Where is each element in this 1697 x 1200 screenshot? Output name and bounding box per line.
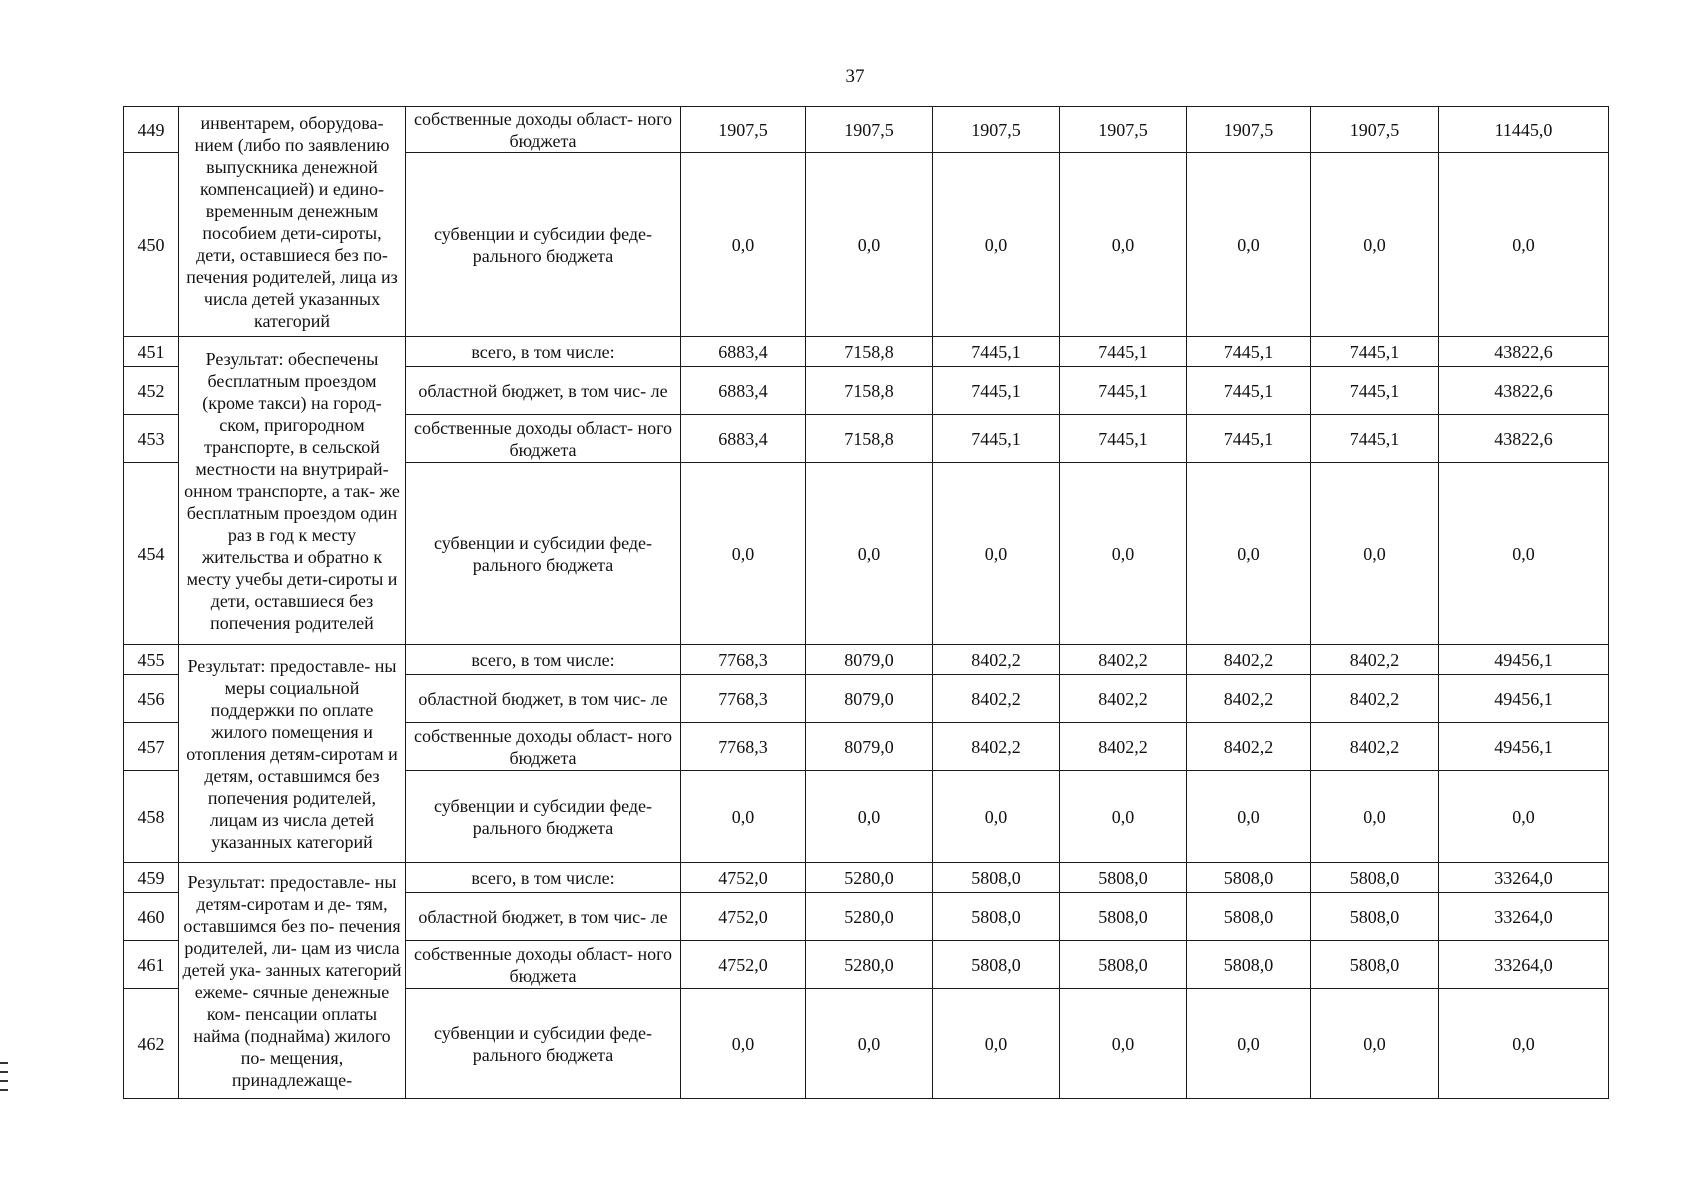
value-year-2: 0,0 (806, 989, 933, 1099)
funding-source: собственные доходы област- ного бюджета (406, 723, 681, 771)
row-number: 449 (124, 107, 179, 153)
value-year-1: 7768,3 (681, 645, 806, 675)
value-year-2: 5280,0 (806, 941, 933, 989)
table-row (124, 337, 1609, 367)
value-year-4: 0,0 (1060, 989, 1187, 1099)
value-year-6: 8402,2 (1311, 645, 1439, 675)
value-year-5: 8402,2 (1187, 723, 1311, 771)
value-year-6: 0,0 (1311, 153, 1439, 337)
value-year-5: 7445,1 (1187, 337, 1311, 367)
value-total: 33264,0 (1439, 893, 1609, 941)
value-year-3: 8402,2 (933, 723, 1060, 771)
value-year-5: 0,0 (1187, 989, 1311, 1099)
funding-source: областной бюджет, в том чис- ле (406, 893, 681, 941)
value-year-1: 0,0 (681, 153, 806, 337)
row-number: 462 (124, 989, 179, 1099)
value-year-3: 0,0 (933, 463, 1060, 645)
value-year-1: 4752,0 (681, 941, 806, 989)
value-year-5: 5808,0 (1187, 941, 1311, 989)
value-year-6: 0,0 (1311, 989, 1439, 1099)
value-year-4: 1907,5 (1060, 107, 1187, 153)
result-description: Результат: предоставле- ны меры социальной поддержки по оплате жилого помещения и отопления детям-сиротам и детям, оставшимся без попечения родителей, лицам из числа детей указанных категорий (179, 645, 406, 863)
value-total: 49456,1 (1439, 645, 1609, 675)
row-number: 456 (124, 675, 179, 723)
value-year-6: 7445,1 (1311, 415, 1439, 463)
funding-source: всего, в том числе: (406, 863, 681, 893)
value-year-3: 0,0 (933, 989, 1060, 1099)
row-number: 459 (124, 863, 179, 893)
value-total: 43822,6 (1439, 415, 1609, 463)
row-number: 461 (124, 941, 179, 989)
value-year-3: 7445,1 (933, 415, 1060, 463)
value-year-4: 5808,0 (1060, 863, 1187, 893)
value-year-2: 7158,8 (806, 415, 933, 463)
margin-mark (0, 1080, 8, 1082)
value-year-2: 8079,0 (806, 723, 933, 771)
value-year-2: 0,0 (806, 771, 933, 863)
value-year-1: 4752,0 (681, 863, 806, 893)
value-year-5: 8402,2 (1187, 645, 1311, 675)
value-year-3: 0,0 (933, 771, 1060, 863)
value-year-2: 7158,8 (806, 367, 933, 415)
value-year-3: 1907,5 (933, 107, 1060, 153)
budget-table (123, 106, 1609, 1099)
value-year-4: 8402,2 (1060, 675, 1187, 723)
value-total: 33264,0 (1439, 941, 1609, 989)
value-year-6: 0,0 (1311, 463, 1439, 645)
funding-source: собственные доходы област- ного бюджета (406, 107, 681, 153)
page-number: 37 (845, 66, 865, 87)
value-year-2: 8079,0 (806, 675, 933, 723)
row-number: 450 (124, 153, 179, 337)
value-year-3: 8402,2 (933, 675, 1060, 723)
value-year-3: 0,0 (933, 153, 1060, 337)
value-year-6: 5808,0 (1311, 863, 1439, 893)
value-year-3: 8402,2 (933, 645, 1060, 675)
funding-source: всего, в том числе: (406, 337, 681, 367)
value-year-3: 7445,1 (933, 367, 1060, 415)
value-year-4: 8402,2 (1060, 645, 1187, 675)
value-year-5: 0,0 (1187, 771, 1311, 863)
value-year-1: 4752,0 (681, 893, 806, 941)
value-year-5: 5808,0 (1187, 863, 1311, 893)
value-year-1: 6883,4 (681, 337, 806, 367)
margin-mark (0, 1089, 8, 1091)
row-number: 454 (124, 463, 179, 645)
value-total: 0,0 (1439, 771, 1609, 863)
result-description: Результат: предоставле- ны детям-сиротам и де- тям, оставшимся без по- печения родителей, ли- цам из числа детей ука- занных категорий ежеме- сячные денежные ком- пенсации оплаты найма (поднайма) жилого по- мещения, принадлежаще- (179, 863, 406, 1099)
funding-source: собственные доходы област- ного бюджета (406, 941, 681, 989)
value-year-1: 7768,3 (681, 723, 806, 771)
funding-source: субвенции и субсидии феде- рального бюджета (406, 463, 681, 645)
row-number: 451 (124, 337, 179, 367)
value-total: 11445,0 (1439, 107, 1609, 153)
value-year-6: 8402,2 (1311, 723, 1439, 771)
table-row (124, 863, 1609, 893)
value-year-1: 1907,5 (681, 107, 806, 153)
funding-source: субвенции и субсидии феде- рального бюджета (406, 153, 681, 337)
value-year-4: 7445,1 (1060, 415, 1187, 463)
row-number: 453 (124, 415, 179, 463)
value-year-1: 7768,3 (681, 675, 806, 723)
value-year-2: 7158,8 (806, 337, 933, 367)
table-body (124, 107, 1609, 1099)
margin-mark (0, 1062, 8, 1064)
value-year-2: 5280,0 (806, 863, 933, 893)
value-year-6: 7445,1 (1311, 367, 1439, 415)
value-year-4: 8402,2 (1060, 723, 1187, 771)
row-number: 457 (124, 723, 179, 771)
value-total: 49456,1 (1439, 675, 1609, 723)
value-year-1: 6883,4 (681, 367, 806, 415)
value-year-3: 5808,0 (933, 941, 1060, 989)
value-year-1: 6883,4 (681, 415, 806, 463)
funding-source: субвенции и субсидии феде- рального бюджета (406, 771, 681, 863)
value-year-1: 0,0 (681, 771, 806, 863)
value-year-2: 8079,0 (806, 645, 933, 675)
value-year-1: 0,0 (681, 463, 806, 645)
value-year-4: 0,0 (1060, 463, 1187, 645)
value-year-3: 7445,1 (933, 337, 1060, 367)
row-number: 452 (124, 367, 179, 415)
value-year-2: 0,0 (806, 463, 933, 645)
value-year-6: 7445,1 (1311, 337, 1439, 367)
value-total: 33264,0 (1439, 863, 1609, 893)
value-year-2: 1907,5 (806, 107, 933, 153)
value-year-4: 0,0 (1060, 771, 1187, 863)
value-year-4: 7445,1 (1060, 337, 1187, 367)
value-year-5: 1907,5 (1187, 107, 1311, 153)
result-description: инвентарем, оборудова- нием (либо по заявлению выпускника денежной компенсацией) и едино- временным денежным пособием дети-сироты, дети, оставшиеся без по- печения родителей, лица из числа детей указанных категорий (179, 107, 406, 337)
value-year-2: 0,0 (806, 153, 933, 337)
value-year-6: 1907,5 (1311, 107, 1439, 153)
value-year-5: 7445,1 (1187, 415, 1311, 463)
value-year-4: 5808,0 (1060, 941, 1187, 989)
funding-source: субвенции и субсидии феде- рального бюджета (406, 989, 681, 1099)
value-year-6: 8402,2 (1311, 675, 1439, 723)
value-year-6: 5808,0 (1311, 893, 1439, 941)
value-year-3: 5808,0 (933, 863, 1060, 893)
value-year-4: 0,0 (1060, 153, 1187, 337)
value-year-6: 5808,0 (1311, 941, 1439, 989)
value-total: 43822,6 (1439, 367, 1609, 415)
funding-source: всего, в том числе: (406, 645, 681, 675)
table-row (124, 645, 1609, 675)
row-number: 460 (124, 893, 179, 941)
margin-mark (0, 1071, 8, 1073)
value-year-4: 7445,1 (1060, 367, 1187, 415)
value-year-4: 5808,0 (1060, 893, 1187, 941)
value-year-5: 5808,0 (1187, 893, 1311, 941)
value-total: 43822,6 (1439, 337, 1609, 367)
row-number: 455 (124, 645, 179, 675)
value-year-5: 8402,2 (1187, 675, 1311, 723)
funding-source: областной бюджет, в том чис- ле (406, 675, 681, 723)
funding-source: собственные доходы област- ного бюджета (406, 415, 681, 463)
value-total: 0,0 (1439, 989, 1609, 1099)
value-year-5: 7445,1 (1187, 367, 1311, 415)
value-total: 49456,1 (1439, 723, 1609, 771)
value-year-5: 0,0 (1187, 153, 1311, 337)
value-year-2: 5280,0 (806, 893, 933, 941)
table-row (124, 107, 1609, 153)
result-description: Результат: обеспечены бесплатным проездом (кроме такси) на город- ском, пригородном транспорте, в сельской местности на внутрирай- онном транспорте, а так- же бесплатным проездом один раз в год к месту жительства и обратно к месту учебы дети-сироты и дети, оставшиеся без попечения родителей (179, 337, 406, 645)
value-year-5: 0,0 (1187, 463, 1311, 645)
funding-source: областной бюджет, в том чис- ле (406, 367, 681, 415)
value-year-1: 0,0 (681, 989, 806, 1099)
value-total: 0,0 (1439, 153, 1609, 337)
value-year-3: 5808,0 (933, 893, 1060, 941)
value-year-6: 0,0 (1311, 771, 1439, 863)
row-number: 458 (124, 771, 179, 863)
value-total: 0,0 (1439, 463, 1609, 645)
